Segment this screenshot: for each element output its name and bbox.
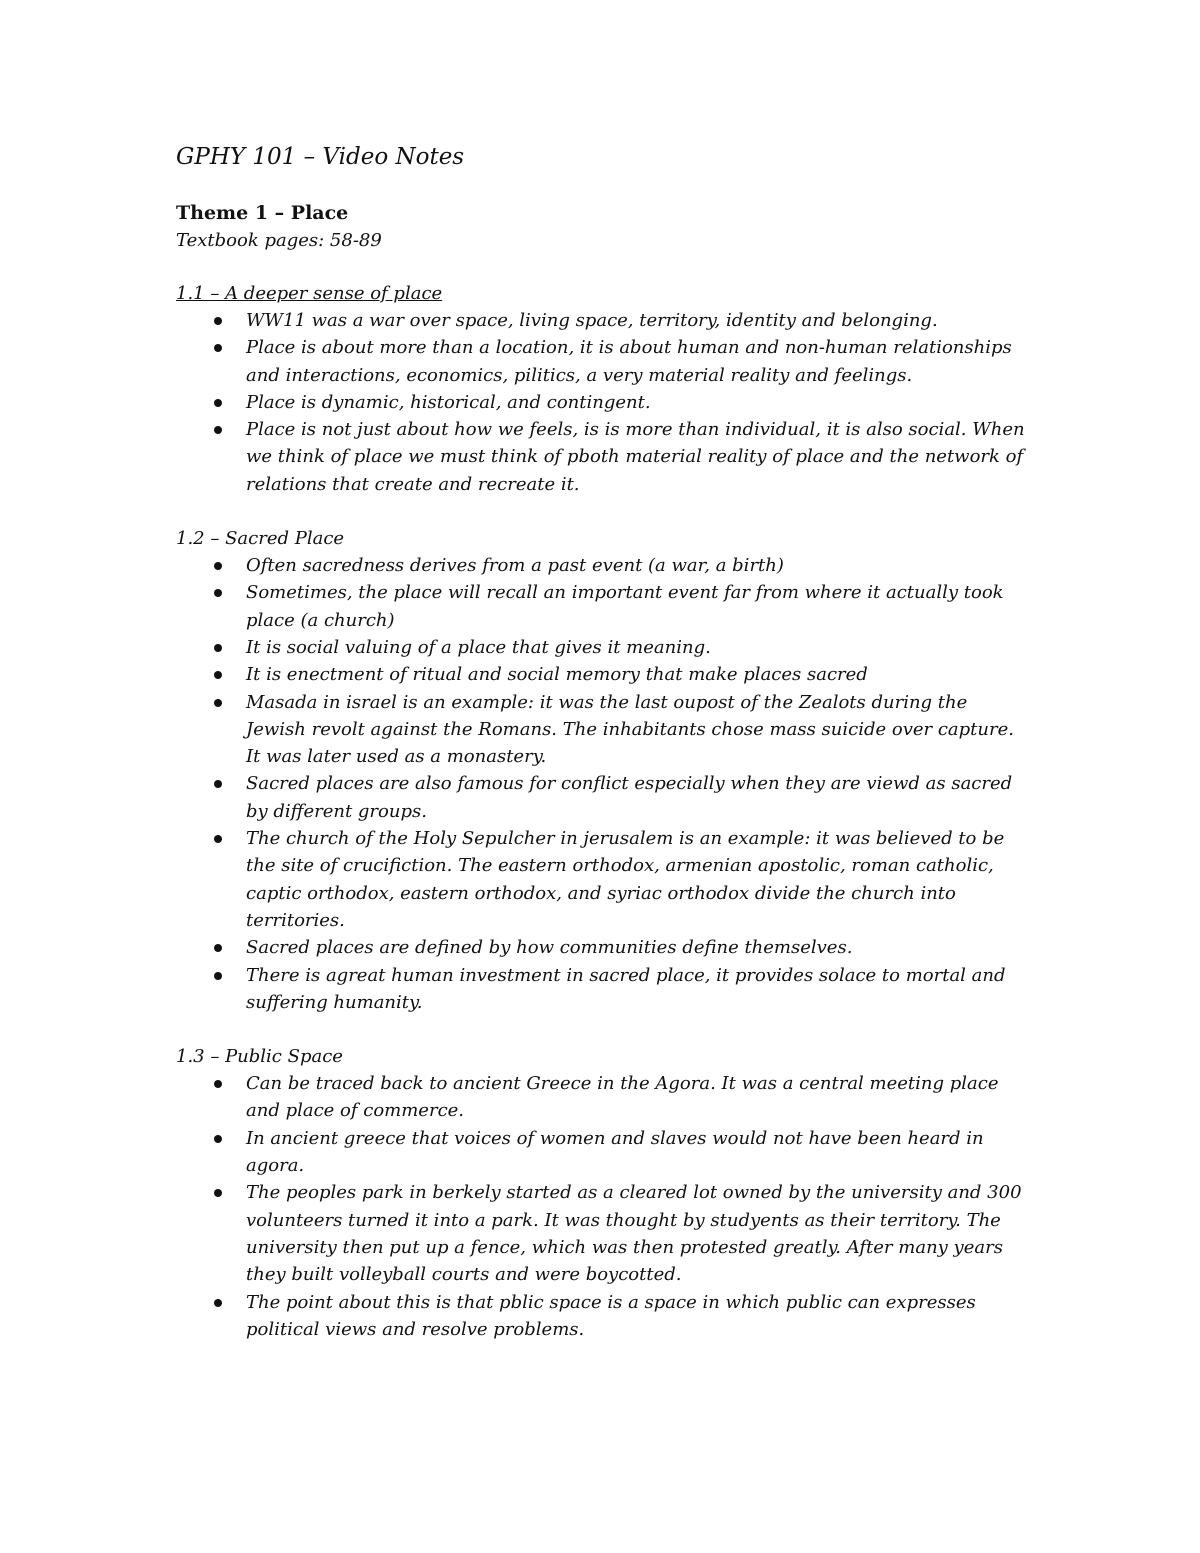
bullet-icon [214, 671, 222, 679]
bullet-icon [214, 426, 222, 434]
list-item [176, 389, 1026, 416]
bullet-icon [214, 835, 222, 843]
bullet-icon [214, 1080, 222, 1088]
list-item [176, 825, 1026, 934]
list-item [176, 1070, 1026, 1125]
textbook-pages: Textbook pages: 58-89 [176, 230, 382, 251]
list-item-text: WW11 was a war over space, living space, territory, identity and belonging. [246, 310, 938, 331]
list-item-text: Masada in israel is an example: it was the last oupost of the Zealots during the Jewish revolt against the Romans. The inhabitants chose mass suicide over capture. It was later used as a monastery. [246, 691, 1014, 768]
section-1-1 [176, 280, 1046, 498]
list-item [176, 1289, 1026, 1344]
section-heading: 1.2 – Sacred Place [176, 528, 345, 550]
list-item-text: In ancient greece that voices of women and slaves would not have been heard in agora. [246, 1127, 984, 1177]
bullet-list [176, 1070, 1046, 1343]
list-item [176, 334, 1026, 389]
section-1-2 [176, 525, 1046, 1016]
list-item [176, 634, 1026, 661]
list-item [176, 579, 1026, 634]
list-item-text: There is agreat human investment in sacred place, it provides solace to mortal and suffering humanity. [246, 964, 1006, 1013]
list-item [176, 416, 1026, 498]
bullet-icon [214, 944, 222, 952]
bullet-icon [214, 1299, 222, 1307]
section-1-3 [176, 1043, 1046, 1343]
bullet-icon [214, 780, 222, 788]
bullet-icon [214, 399, 222, 407]
list-item [176, 962, 1026, 1017]
bullet-list [176, 552, 1046, 1016]
bullet-icon [214, 699, 222, 707]
list-item [176, 307, 1026, 334]
document-page [176, 140, 1046, 1370]
list-item-text: Place is about more than a location, it is about human and non-human relationships and interactions, economics, pilitics, a very material reality and feelings. [246, 337, 1012, 386]
list-item-text: Sacred places are also famous for conflict especially when they are viewd as sacred by different groups. [246, 773, 1013, 822]
section-heading: 1.1 – A deeper sense of place [176, 283, 443, 304]
bullet-icon [214, 344, 222, 352]
list-item-text: Sacred places are defined by how communities define themselves. [246, 937, 853, 959]
list-item [176, 552, 1026, 579]
bullet-icon [214, 1135, 222, 1143]
list-item-text: Often sacredness derives from a past event (a war, a birth) [246, 555, 784, 577]
bullet-icon [214, 644, 222, 652]
bullet-icon [214, 562, 222, 570]
section-heading: 1.3 – Public Space [176, 1046, 343, 1068]
list-item-text: The church of the Holy Sepulcher in jerusalem is an example: it was believed to be the site of crucifiction. The eastern orthodox, armenian apostolic, roman catholic, captic orthodox, eastern orthodox, and syriac orthodox divide the church into territories. [246, 828, 1005, 931]
bullet-icon [214, 317, 222, 325]
list-item-text: Can be traced back to ancient Greece in the Agora. It was a central meeting place and place of commerce. [246, 1073, 999, 1122]
bullet-icon [214, 1189, 222, 1197]
list-item [176, 689, 1026, 771]
list-item-text: The point about this is that pblic space is a space in which public can expresses political views and resolve problems. [246, 1291, 976, 1340]
theme-title: Theme 1 – Place [176, 202, 349, 224]
list-item-text: Sometimes, the place will recall an important event far from where it actually took place (a church) [246, 582, 1004, 631]
document-title: GPHY 101 – Video Notes [176, 144, 465, 170]
list-item [176, 1179, 1026, 1288]
list-item-text: It is enectment of ritual and social memory that make places sacred [246, 664, 868, 686]
list-item [176, 770, 1026, 825]
bullet-list [176, 307, 1046, 498]
list-item-text: It is social valuing of a place that gives it meaning. [246, 636, 711, 658]
list-item-text: The peoples park in berkely started as a cleared lot owned by the university and 300 volunteers turned it into a park. It was thought by studyents as their territory. The university then put up a fence, which was then protested greatly. After many years they built volleyball courts and were boycotted. [246, 1182, 1022, 1286]
bullet-icon [214, 972, 222, 980]
list-item [176, 661, 1026, 688]
list-item [176, 934, 1026, 961]
list-item-text: Place is not just about how we feels, is is more than individual, it is also social. When we think of place we must think of pboth material reality of place and the network of relations that create and recreate it. [246, 419, 1025, 495]
bullet-icon [214, 589, 222, 597]
list-item-text: Place is dynamic, historical, and contingent. [246, 391, 651, 413]
list-item [176, 1125, 1026, 1180]
